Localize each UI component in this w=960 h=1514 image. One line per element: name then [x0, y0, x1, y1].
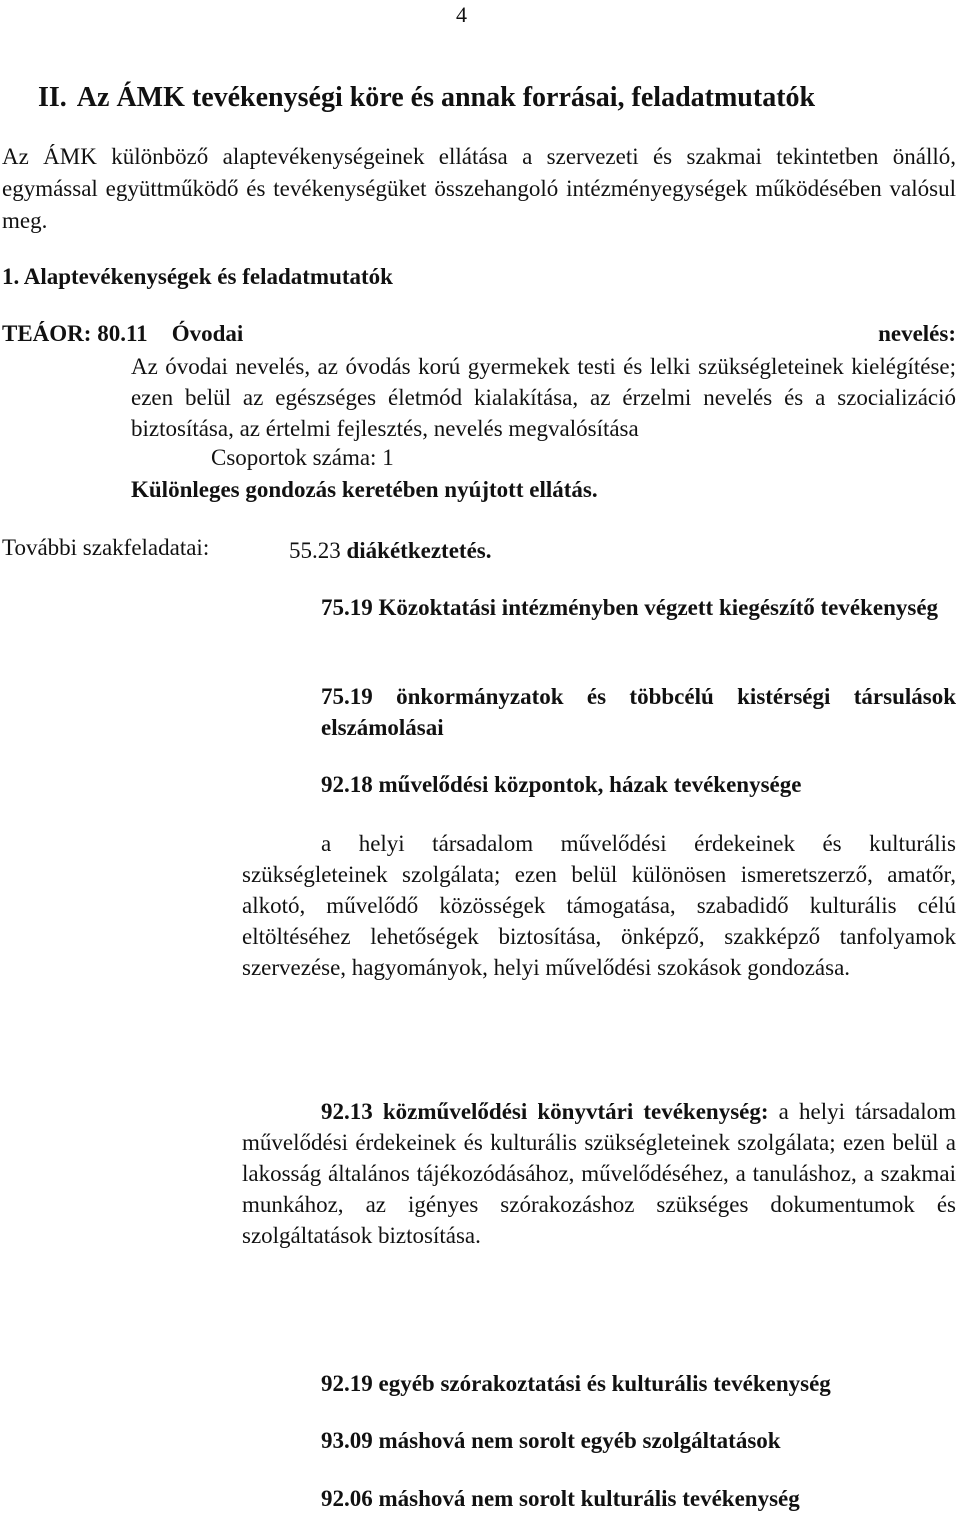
task-code: 75.19 — [321, 684, 373, 709]
task-item — [242, 1096, 956, 1251]
teaor-description: Az óvodai nevelés, az óvodás korú gyermekek testi és lelki szükségleteinek kielégítése; ezen belül az egészséges életmód kialakítása, az érzelmi nevelés és a szocializáció biztosítása, az értelmi fejlesztés, nevelés megvalósítása — [131, 354, 956, 441]
task-item — [321, 1368, 831, 1399]
task-title: diákétkeztetés. — [346, 538, 492, 563]
task-title: máshová nem sorolt kulturális tevékenység — [378, 1486, 800, 1511]
task-item — [321, 592, 956, 623]
task-description: a helyi társadalom művelődési érdekeinek és kulturális szükségleteinek szolgálata; ezen belül a lakosság általános tájékozódásához, művelődéséhez, a tanuláshoz, a szakmai munkához, az igényes szórakozáshoz szükséges dokumentumok és szolgáltatások biztosítása. — [242, 1099, 957, 1248]
teaor-name: Óvodai — [171, 321, 244, 346]
task-code: 92.18 — [321, 772, 373, 797]
teaor-left — [2, 321, 267, 347]
task-code: 92.06 — [321, 1486, 373, 1511]
task-title: egyéb szórakoztatási és kulturális tevékenység — [378, 1371, 831, 1396]
task-title: művelődési központok, házak tevékenysége — [378, 772, 802, 797]
task-code: 92.13 — [321, 1099, 373, 1124]
intro-paragraph: Az ÁMK különböző alaptevékenységeinek ellátása a szervezeti és szakmai tekintetben önálló, egymással együttműködő és tevékenységüket összehangoló intézményegységek működésében valósul meg. — [2, 144, 956, 233]
task-code: 93.09 — [321, 1428, 373, 1453]
task-code: 92.19 — [321, 1371, 373, 1396]
task-description: a helyi társadalom művelődési érdekeinek és kulturális szükségleteinek szolgálata; ezen belül különösen ismeretszerző, amatőr, alkotó, művelődő közösségek támogatása, szabadidő kulturális célú eltöltéséhez lehetőségek biztosítása, önképző, szakképző tanfolyamok szervezése, hagyományok, helyi művelődési szokások gondozása. — [242, 831, 956, 980]
task-item — [321, 681, 956, 743]
task-title: máshová nem sorolt egyéb szolgáltatások — [378, 1428, 781, 1453]
task-code: 75.19 — [321, 595, 373, 620]
teaor-label: TEÁOR: 80.11 — [2, 321, 148, 346]
teaor-suffix: nevelés: — [878, 321, 956, 346]
chapter-number: II. — [38, 82, 67, 113]
chapter-heading — [38, 82, 815, 114]
teaor-row — [2, 321, 956, 347]
task-title: közművelődési könyvtári tevékenység: — [382, 1099, 769, 1124]
further-tasks-label: További szakfeladatai: — [2, 535, 210, 560]
task-code: 55.23 — [289, 538, 341, 563]
page-number: 4 — [456, 2, 467, 27]
task-title: Közoktatási intézményben végzett kiegészítő tevékenység — [378, 595, 939, 620]
task-item — [321, 1483, 800, 1514]
task-title: önkormányzatok és többcélú kistérségi társulások elszámolásai — [321, 684, 957, 740]
task-item — [289, 535, 492, 566]
chapter-title: Az ÁMK tevékenységi köre és annak forrásai, feladatmutatók — [76, 82, 816, 113]
task-item — [321, 1425, 781, 1456]
section-title: 1. Alaptevékenységek és feladatmutatók — [2, 264, 393, 289]
group-count: Csoportok száma: 1 — [211, 445, 394, 470]
task-item — [321, 769, 801, 800]
special-care: Különleges gondozás keretében nyújtott ellátás. — [131, 477, 598, 502]
